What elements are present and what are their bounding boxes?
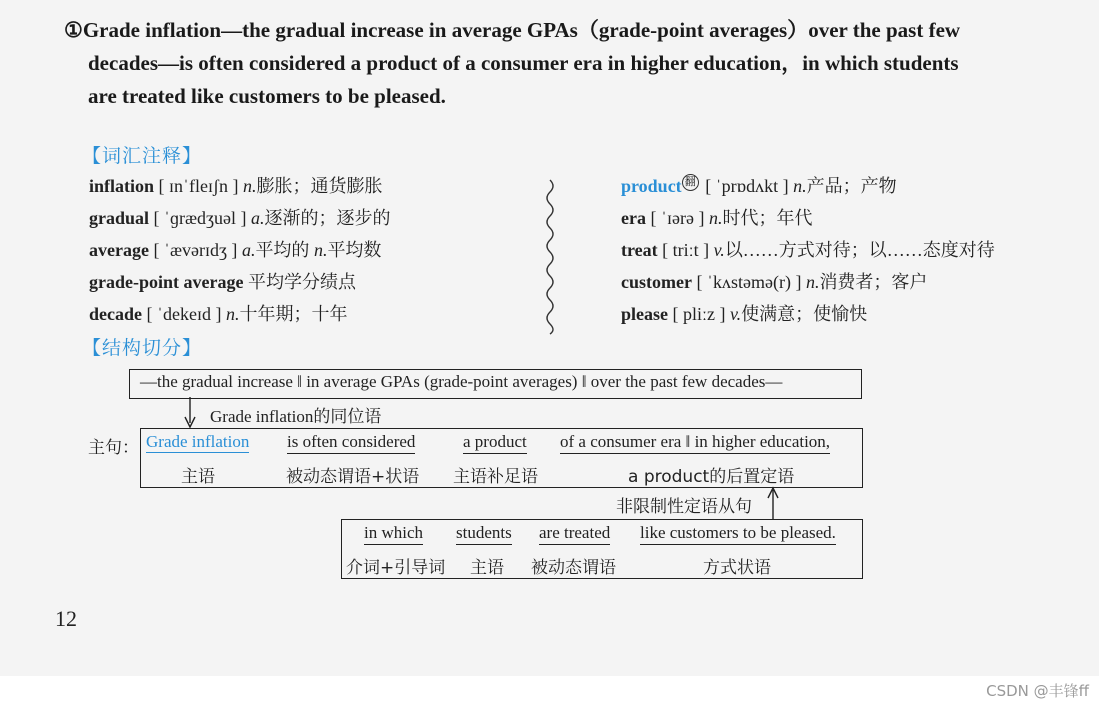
clause-seg-adverbial: like customers to be pleased. <box>640 523 836 545</box>
clause-seg-intro: in which <box>364 523 423 545</box>
main-seg-complement: a product <box>463 432 527 454</box>
vocab-entry: inflation [ ɪnˈfleɪʃn ] n.膨胀；通货膨胀 <box>89 176 383 196</box>
footer-strip <box>0 676 1099 707</box>
down-arrow-icon <box>180 397 200 429</box>
watermark: CSDN @丰锋ff <box>986 682 1089 700</box>
sentence-line-3: are treated like customers to be pleased. <box>88 84 446 108</box>
vocab-entry: treat [ triːt ] v.以……方式对待；以……态度对待 <box>621 240 995 260</box>
main-label-predicate: 被动态谓语+状语 <box>286 467 420 487</box>
structure-section-title: 【结构切分】 <box>82 337 203 359</box>
clause-label-subject: 主语 <box>470 558 504 578</box>
main-seg-subject: Grade inflation <box>146 432 250 451</box>
clause-label-adverbial: 方式状语 <box>703 558 771 578</box>
vocab-entry: product 翻 [ ˈprɒdʌkt ] n.产品；产物 <box>621 176 897 196</box>
main-clause-label: 主句： <box>88 438 139 458</box>
vocab-entry: average [ ˈævərɪdʒ ] a.平均的 n.平均数 <box>89 240 382 260</box>
translation-badge-icon: 翻 <box>682 174 699 191</box>
vocab-entry: gradual [ ˈɡrædʒuəl ] a.逐渐的；逐步的 <box>89 208 391 228</box>
vocab-entry: customer [ ˈkʌstəmə(r) ] n.消费者；客户 <box>621 272 928 292</box>
sentence-line-1: Grade inflation—the gradual increase in average GPAs（grade-point averages）over the past few <box>82 18 961 42</box>
vocab-right-column <box>621 170 995 330</box>
sentence-number: ① <box>64 18 83 42</box>
vocab-entry: era [ ˈɪərə ] n.时代；年代 <box>621 208 813 228</box>
page-number: 12 <box>55 606 77 631</box>
main-seg-predicate: is often considered <box>287 432 415 454</box>
wavy-divider <box>535 175 565 335</box>
clause-seg-predicate: are treated <box>539 523 610 545</box>
clause-label: 非限制性定语从句 <box>616 497 752 517</box>
vocab-entry: please [ pliːz ] v.使满意；使愉快 <box>621 304 868 324</box>
vocab-entry: grade-point average 平均学分绩点 <box>89 272 356 292</box>
vocab-section-title: 【词汇注释】 <box>82 145 203 167</box>
up-arrow-icon <box>763 486 783 520</box>
clause-label-intro: 介词+引导词 <box>346 558 446 578</box>
sentence-line-2: decades—is often considered a product of a consumer era in higher education，in which students <box>88 51 959 75</box>
appositive-label: Grade inflation的同位语 <box>210 407 382 426</box>
main-label-complement: 主语补足语 <box>453 467 538 487</box>
example-sentence <box>64 14 1049 113</box>
vocab-left-column <box>89 170 390 330</box>
appositive-text: —the gradual increase ‖ in average GPAs (grade-point averages) ‖ over the past few decades— <box>140 372 783 391</box>
main-label-modifier: a product的后置定语 <box>628 467 795 487</box>
clause-label-predicate: 被动态谓语 <box>531 558 616 578</box>
main-label-subject: 主语 <box>181 467 215 487</box>
clause-seg-subject: students <box>456 523 512 545</box>
main-seg-modifier: of a consumer era ‖ in higher education, <box>560 432 830 454</box>
vocab-entry: decade [ ˈdekeɪd ] n.十年期；十年 <box>89 304 348 324</box>
